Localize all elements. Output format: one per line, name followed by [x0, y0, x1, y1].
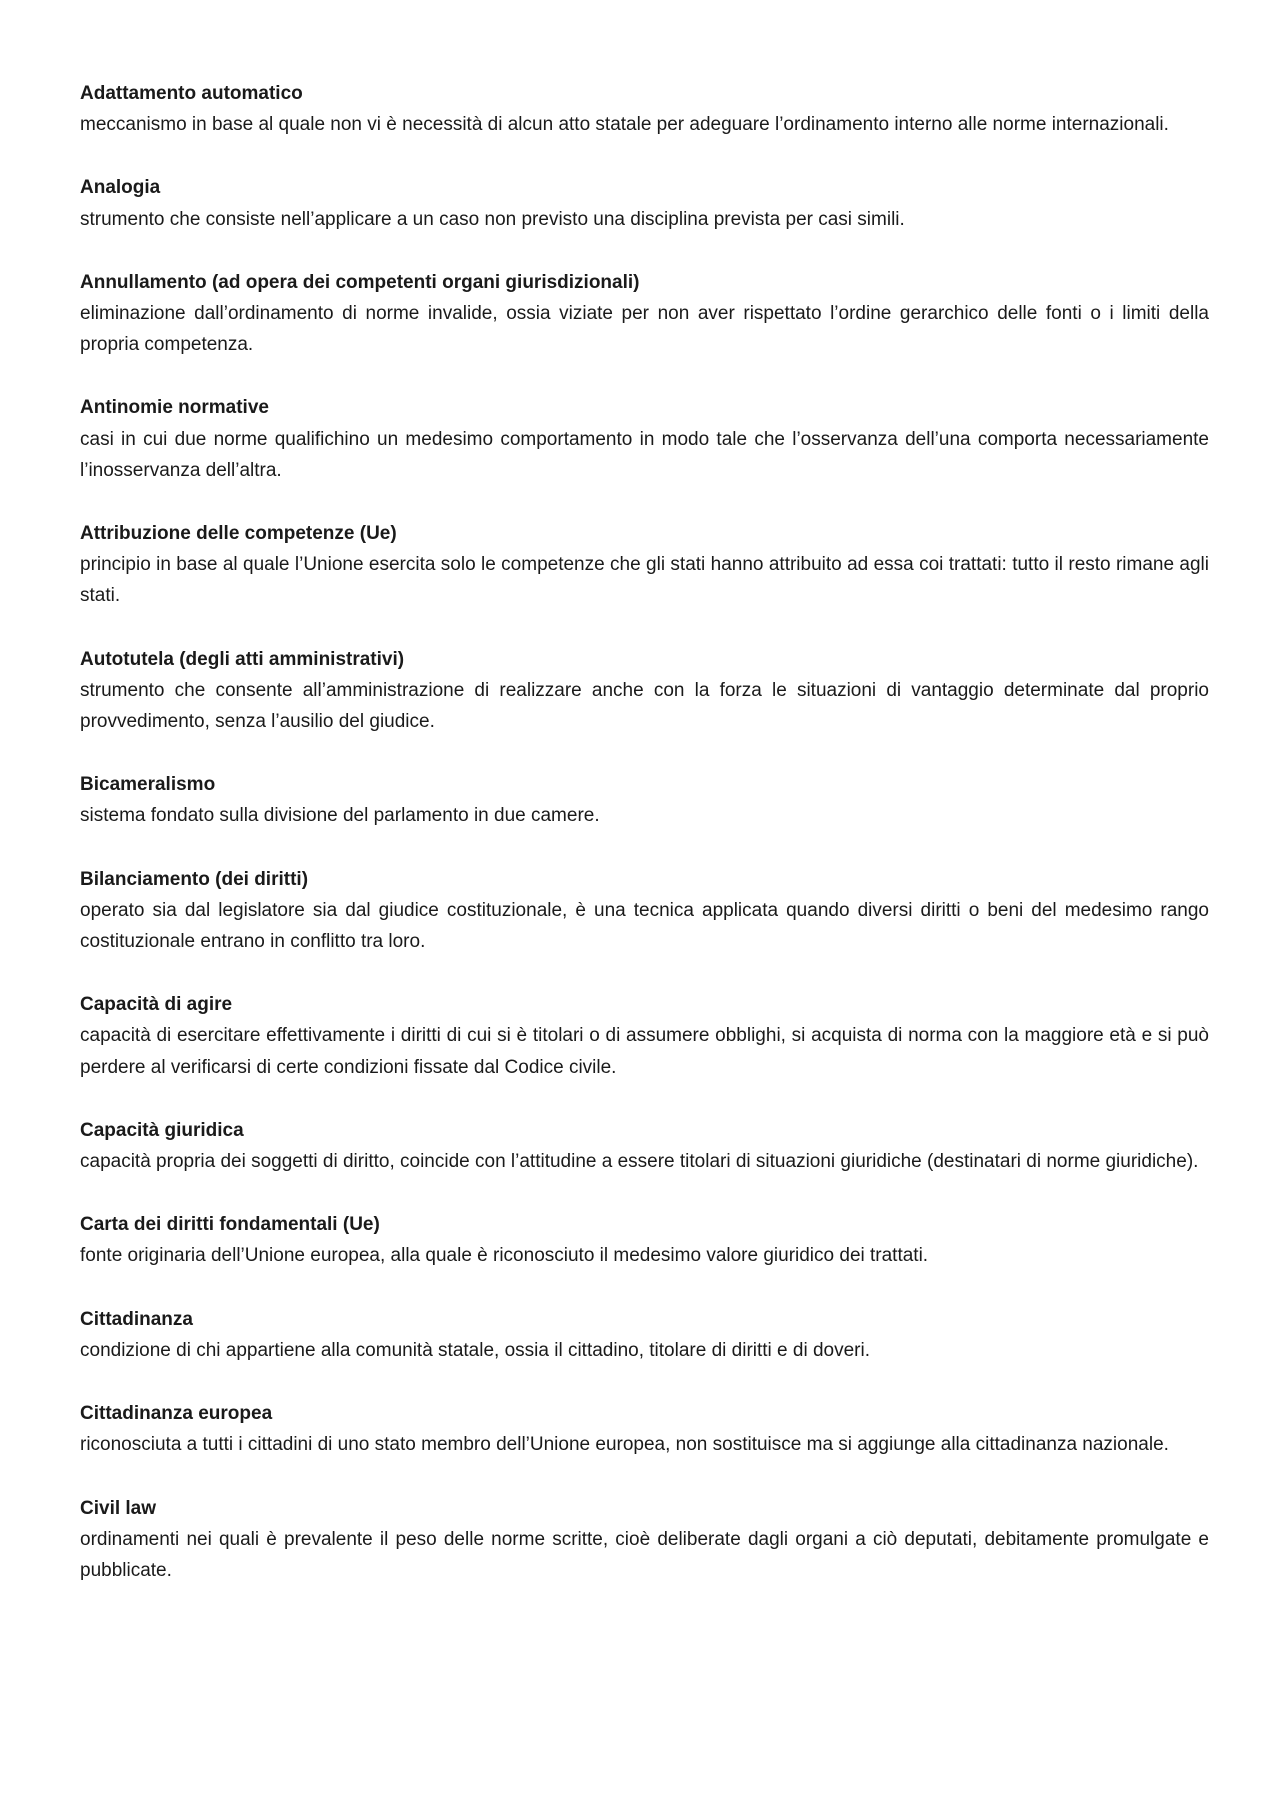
glossary-entry: [80, 172, 1209, 234]
glossary-term: Bicameralismo: [80, 774, 216, 796]
glossary-definition: capacità di esercitare effettivamente i diritti di cui si è titolari o di assumere obblighi, si acquista di norma con la maggiore età e si può perdere al verificarsi di certe condizioni fissate dal Codice civile.: [80, 1025, 1209, 1078]
glossary-entry: [80, 1209, 1209, 1271]
glossary-entry: [80, 518, 1209, 612]
glossary-entry: [80, 1398, 1209, 1460]
glossary-definition: riconosciuta a tutti i cittadini di uno stato membro dell’Unione europea, non sostituisce ma si aggiunge alla cittadinanza nazionale.: [80, 1434, 1169, 1456]
glossary-definition: capacità propria dei soggetti di diritto, coincide con l’attitudine a essere titolari di situazioni giuridiche (destinatari di norme giuridiche).: [80, 1151, 1199, 1173]
glossary-term: Annullamento (ad opera dei competenti organi giurisdizionali): [80, 271, 640, 293]
glossary-entry: [80, 267, 1209, 361]
glossary-term: Civil law: [80, 1497, 157, 1519]
glossary-definition: principio in base al quale l’Unione esercita solo le competenze che gli stati hanno attribuito ad essa coi trattati: tutto il resto rimane agli stati.: [80, 554, 1209, 607]
glossary-definition: fonte originaria dell’Unione europea, alla quale è riconosciuto il medesimo valore giuridico dei trattati.: [80, 1245, 929, 1267]
glossary-entry: [80, 864, 1209, 958]
glossary-term: Capacità giuridica: [80, 1119, 244, 1141]
glossary-entry: [80, 989, 1209, 1083]
glossary-page: [80, 78, 1209, 1618]
glossary-definition: casi in cui due norme qualifichino un medesimo comportamento in modo tale che l’osservanza dell’una comporta necessariamente l’inosservanza dell’altra.: [80, 428, 1209, 481]
glossary-term: Capacità di agire: [80, 994, 233, 1016]
glossary-entry: [80, 1493, 1209, 1587]
glossary-entry: [80, 392, 1209, 486]
glossary-term: Autotutela (degli atti amministrativi): [80, 648, 405, 670]
glossary-entry: [80, 78, 1209, 140]
glossary-entry: [80, 644, 1209, 738]
glossary-term: Cittadinanza europea: [80, 1403, 273, 1425]
glossary-term: Cittadinanza: [80, 1308, 193, 1330]
glossary-definition: ordinamenti nei quali è prevalente il peso delle norme scritte, cioè deliberate dagli organi a ciò deputati, debitamente promulgate e pubblicate.: [80, 1528, 1209, 1581]
glossary-definition: strumento che consiste nell’applicare a un caso non previsto una disciplina prevista per casi simili.: [80, 208, 905, 230]
glossary-term: Carta dei diritti fondamentali (Ue): [80, 1214, 380, 1236]
glossary-term: Adattamento automatico: [80, 83, 303, 104]
glossary-term: Attribuzione delle competenze (Ue): [80, 523, 397, 545]
glossary-entry: [80, 1304, 1209, 1366]
glossary-term: Analogia: [80, 177, 161, 199]
glossary-term: Bilanciamento (dei diritti): [80, 868, 309, 890]
glossary-definition: sistema fondato sulla divisione del parlamento in due camere.: [80, 805, 600, 827]
glossary-definition: operato sia dal legislatore sia dal giudice costituzionale, è una tecnica applicata quando diversi diritti o beni del medesimo rango costituzionale entrano in conflitto tra loro.: [80, 899, 1209, 953]
glossary-entry: [80, 1115, 1209, 1177]
glossary-entry: [80, 769, 1209, 831]
glossary-term: Antinomie normative: [80, 397, 269, 419]
glossary-definition: meccanismo in base al quale non vi è necessità di alcun atto statale per adeguare l’ordinamento interno alle norme internazionali.: [80, 114, 1169, 136]
glossary-definition: condizione di chi appartiene alla comunità statale, ossia il cittadino, titolare di diritti e di doveri.: [80, 1339, 870, 1361]
glossary-definition: eliminazione dall’ordinamento di norme invalide, ossia viziate per non aver rispettato l’ordine gerarchico delle fonti o i limiti della propria competenza.: [80, 303, 1209, 356]
glossary-definition: strumento che consente all’amministrazione di realizzare anche con la forza le situazioni di vantaggio determinate dal proprio provvedimento, senza l’ausilio del giudice.: [80, 679, 1209, 733]
